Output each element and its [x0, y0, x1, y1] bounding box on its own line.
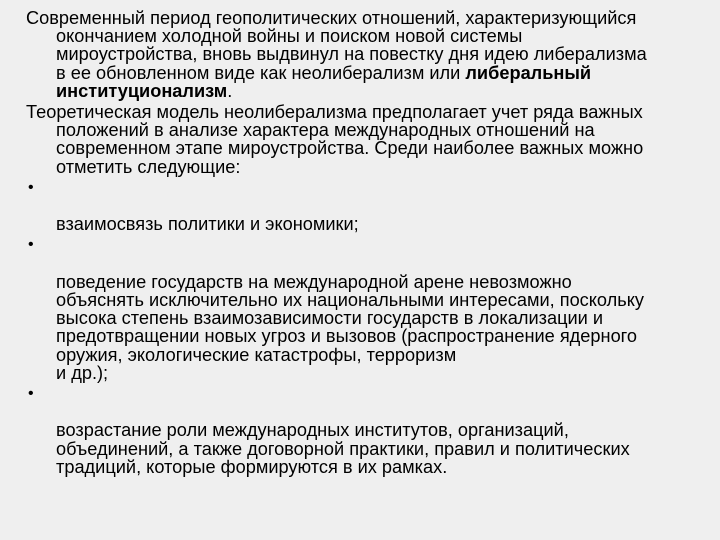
bullet-item [26, 236, 716, 382]
intro-paragraph-tail: . [227, 80, 233, 101]
bullet-item [26, 385, 716, 476]
bullet-icon: • [28, 236, 34, 254]
model-paragraph: Теоретическая модель неолиберализма предполагает учет ряда важных положений в анализе характера международных отношений на современном этапе мироустройства. Среди наиболее важных можно отметить следующие: [26, 102, 644, 177]
bullet-text: возрастание роли международных институтов, организаций, объединений, а также договорной практики, правил и политических традиций, которые формируются в их рамках. [56, 420, 630, 477]
slide-content [26, 9, 716, 479]
bullet-text: взаимосвязь политики и экономики; [56, 214, 359, 235]
intro-paragraph-text: Современный период геополитических отношений, характеризующийся окончанием холодной войны и поиском новой системы мироустройства, вновь выдвинул на повестку дня идею либерализма в ее обновленном виде как неолиберализм или [26, 8, 647, 83]
intro-paragraph [26, 9, 716, 100]
bullet-icon: • [28, 178, 34, 196]
intro-paragraph-bold-term: либеральный институционализм [56, 62, 592, 101]
bullet-item [26, 179, 716, 234]
bullet-text: поведение государств на международной арене невозможно объяснять исключительно их национальными интересами, поскольку высока степень взаимозависимости государств в локализации и предотвращении новых угроз и вызовов (распространение ядерного оружия, экологические катастрофы, терроризм и др.); [56, 271, 644, 383]
bullet-icon: • [28, 385, 34, 403]
